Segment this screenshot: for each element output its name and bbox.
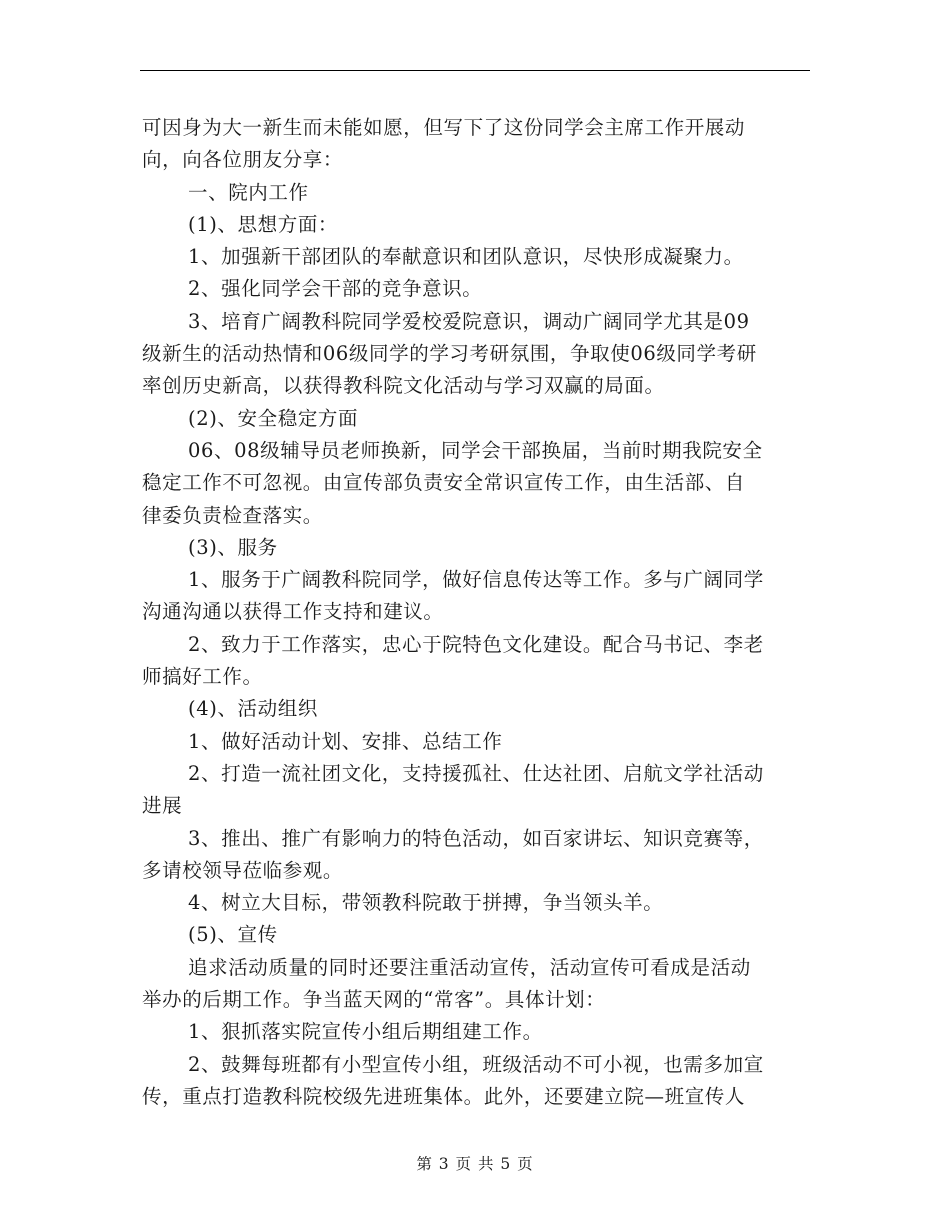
text-line: 师搞好工作。	[142, 665, 263, 689]
document-body	[142, 112, 810, 1113]
text-line: 举办的后期工作。争当蓝天网的“常客”。具体计划：	[142, 988, 606, 1012]
text-line: 一、院内工作	[188, 180, 309, 204]
text-line: 1、加强新干部团队的奉献意识和团队意识，尽快形成凝聚力。	[188, 245, 744, 269]
text-line: 3、推出、推广有影响力的特色活动，如百家讲坛、知识竞赛等，	[188, 826, 764, 850]
text-line: (1)、思想方面：	[188, 212, 339, 236]
text-line: 进展	[142, 794, 183, 818]
text-line: 可因身为大一新生而未能如愿，但写下了这份同学会主席工作开展动	[142, 116, 746, 139]
text-line: 律委负责检查落实。	[142, 503, 323, 527]
text-line: 4、树立大目标，带领教科院敢于拼搏，争当领头羊。	[188, 891, 664, 915]
text-line: 2、打造一流社团文化，支持援孤社、仕达社团、启航文学社活动	[188, 761, 764, 785]
text-line: 2、鼓舞每班都有小型宣传小组，班级活动不可小视，也需多加宣	[188, 1052, 764, 1076]
text-line: (3)、服务	[188, 535, 278, 559]
text-line: 1、做好活动计划、安排、总结工作	[188, 729, 503, 753]
text-line: 2、强化同学会干部的竞争意识。	[188, 277, 483, 301]
text-line: 稳定工作不可忽视。由宣传部负责安全常识宣传工作，由生活部、自	[142, 471, 746, 495]
text-line: 3、培育广阔教科院同学爱校爱院意识，调动广阔同学尤其是09	[188, 309, 750, 333]
text-line: 追求活动质量的同时还要注重活动宣传，活动宣传可看成是活动	[188, 955, 751, 979]
text-line: 级新生的活动热情和06级同学的学习考研氛围，争取使06级同学考研	[142, 342, 757, 366]
text-line: (2)、安全稳定方面	[188, 406, 359, 430]
text-line: (4)、活动组织	[188, 697, 318, 721]
text-line: 向，向各位朋友分享：	[142, 148, 344, 172]
text-line: 多请校领导莅临参观。	[142, 858, 344, 882]
text-line: 06、08级辅导员老师换新，同学会干部换届，当前时期我院安全	[188, 438, 763, 462]
text-line: 1、狠抓落实院宣传小组后期组建工作。	[188, 1020, 543, 1044]
text-line: 沟通沟通以获得工作支持和建议。	[142, 600, 444, 624]
text-line: 率创历史新高，以获得教科院文化活动与学习双赢的局面。	[142, 374, 665, 398]
text-line: (5)、宣传	[188, 923, 278, 947]
text-line: 2、致力于工作落实，忠心于院特色文化建设。配合马书记、李老	[188, 632, 764, 656]
header-rule	[140, 70, 810, 71]
text-line: 传，重点打造教科院校级先进班集体。此外，还要建立院—班宣传人	[142, 1084, 746, 1108]
text-line: 1、服务于广阔教科院同学，做好信息传达等工作。多与广阔同学	[188, 568, 764, 592]
page-number-footer: 第 3 页 共 5 页	[416, 1155, 534, 1173]
